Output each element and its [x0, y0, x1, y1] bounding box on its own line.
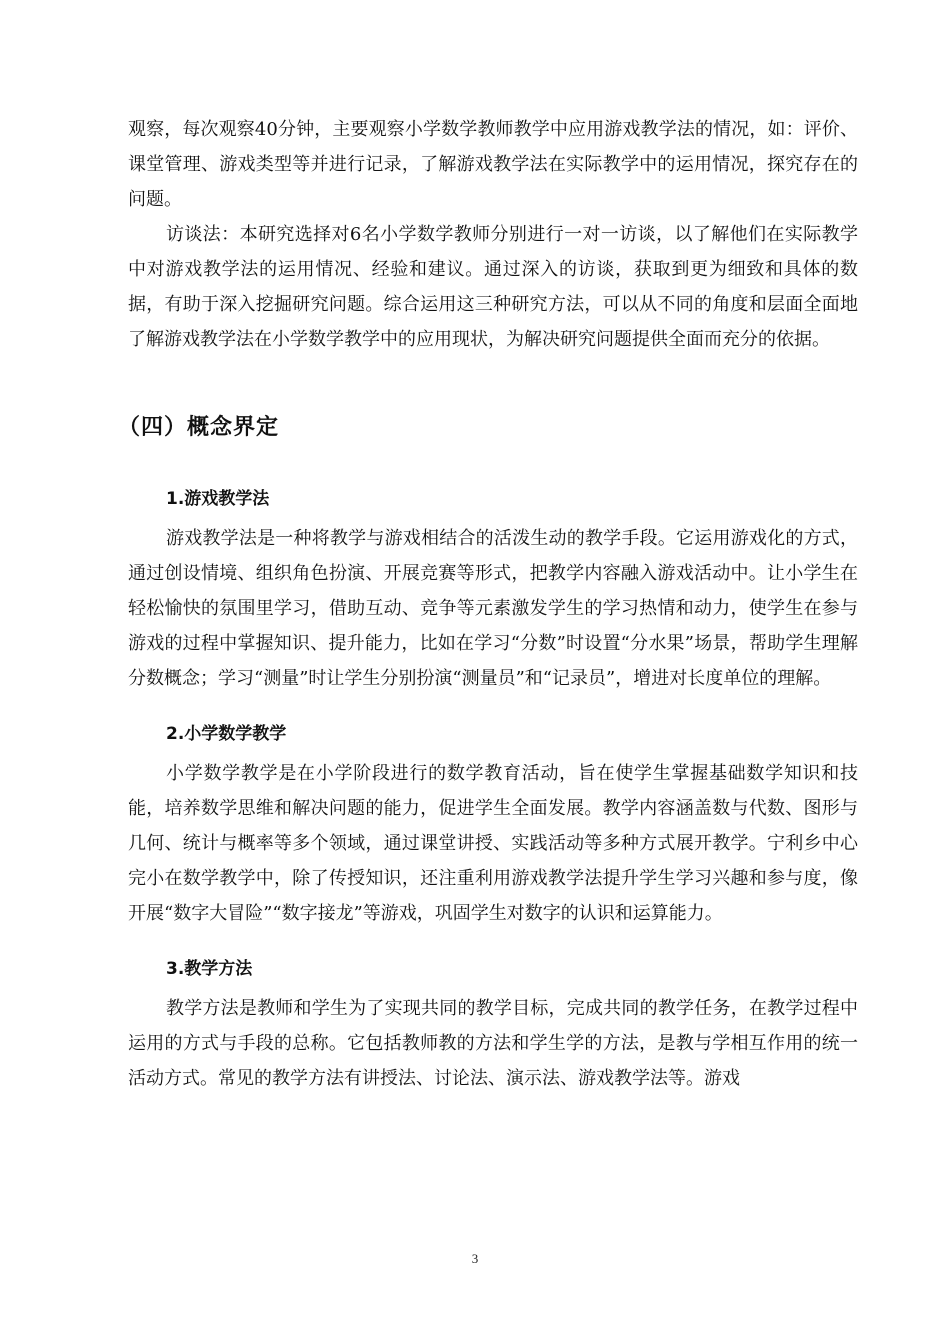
page-content	[118, 112, 858, 1096]
paragraph-interview-method: 访谈法：本研究选择对6名小学数学教师分别进行一对一访谈，以了解他们在实际教学中对游戏教学法的运用情况、经验和建议。通过深入的访谈，获取到更为细致和具体的数据，有助于深入挖掘研究问题。综合运用这三种研究方法，可以从不同的角度和层面全面地了解游戏教学法在小学数学教学中的应用现状，为解决研究问题提供全面而充分的依据。	[128, 224, 858, 350]
page-number: 3	[471, 1251, 479, 1266]
subheading-game-teaching-method: 1.游戏教学法	[166, 489, 270, 509]
paragraph-teaching-methods: 教学方法是教师和学生为了实现共同的教学目标，完成共同的教学任务，在教学过程中运用的方式与手段的总称。它包括教师教的方法和学生学的方法，是教与学相互作用的统一活动方式。常见的教学方法有讲授法、讨论法、演示法、游戏教学法等。游戏	[128, 998, 858, 1089]
paragraph-observation-continued: 观察，每次观察40分钟，主要观察小学数学教师教学中应用游戏教学法的情况，如：评价、课堂管理、游戏类型等并进行记录，了解游戏教学法在实际教学中的运用情况，探究存在的问题。	[128, 119, 858, 210]
section-heading-concept-definition: （四）概念界定	[118, 415, 280, 440]
subheading-primary-math-teaching: 2.小学数学教学	[166, 724, 287, 744]
subheading-teaching-methods: 3.教学方法	[166, 959, 253, 979]
paragraph-game-teaching-method: 游戏教学法是一种将教学与游戏相结合的活泼生动的教学手段。它运用游戏化的方式，通过创设情境、组织角色扮演、开展竞赛等形式，把教学内容融入游戏活动中。让小学生在轻松愉快的氛围里学习，借助互动、竞争等元素激发学生的学习热情和动力，使学生在参与游戏的过程中掌握知识、提升能力，比如在学习“分数”时设置“分水果”场景，帮助学生理解分数概念；学习“测量”时让学生分别扮演“测量员”和“记录员”，增进对长度单位的理解。	[128, 528, 858, 689]
paragraph-primary-math-teaching: 小学数学教学是在小学阶段进行的数学教育活动，旨在使学生掌握基础数学知识和技能，培养数学思维和解决问题的能力，促进学生全面发展。教学内容涵盖数与代数、图形与几何、统计与概率等多个领域，通过课堂讲授、实践活动等多种方式展开教学。宁利乡中心完小在数学教学中，除了传授知识，还注重利用游戏教学法提升学生学习兴趣和参与度，像开展“数字大冒险”“数字接龙”等游戏，巩固学生对数字的认识和运算能力。	[128, 763, 858, 924]
